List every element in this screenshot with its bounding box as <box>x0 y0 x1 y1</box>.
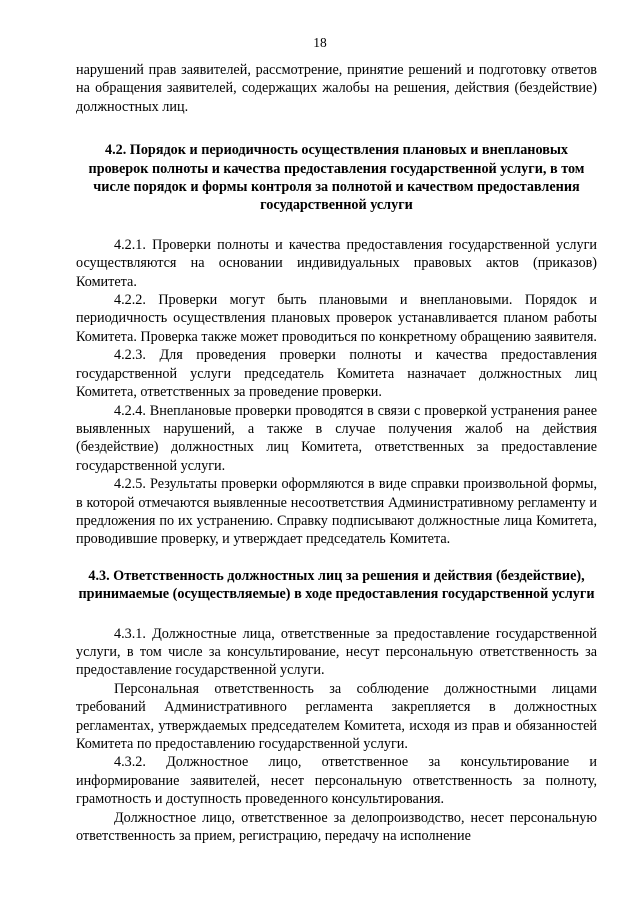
paragraph-4-2-2: 4.2.2. Проверки могут быть плановыми и внеплановыми. Порядок и периодичность осуществления плановых проверок устанавливается планом работы Комитета. Проверка также может проводиться по конкретному обращению заявителя. <box>76 292 597 345</box>
section-4-3-heading: 4.3. Ответственность должностных лиц за решения и действия (бездействие), принимаемые (осуществляемые) в ходе предоставления государственной услуги <box>78 567 595 603</box>
intro-paragraph: нарушений прав заявителей, рассмотрение, принятие решений и подготовку ответов на обращения заявителей, содержащих жалобы на решения, действия (бездействие) должностных лиц. <box>76 62 597 115</box>
paragraph-records-officer: Должностное лицо, ответственное за делопроизводство, несет персональную ответственность за прием, регистрацию, передачу на исполнение <box>76 809 597 845</box>
paragraph-4-3-2: 4.3.2. Должностное лицо, ответственное за консультирование и информирование заявителей, несет персональную ответственность за полноту, грамотность и доступность проведенного консультирования. <box>76 754 597 808</box>
document-body <box>76 61 597 845</box>
section-4-2-heading: 4.2. Порядок и периодичность осуществления плановых и внеплановых проверок полноты и качества предоставления государственной услуги, в том числе порядок и формы контроля за полнотой и качеством предоставления государственной услуги <box>88 142 585 214</box>
paragraph-4-2-4: 4.2.4. Внеплановые проверки проводятся в связи с проверкой устранения ранее выявленных нарушений, а также в случае получения жалоб на действия (бездействие) должностных лиц Комитета, ответственных за предоставление государственной услуги. <box>76 402 597 474</box>
paragraph-4-3-1: 4.3.1. Должностные лица, ответственные за предоставление государственной услуги, в том числе за консультирование, несут персональную ответственность за предоставление государственной услуги. <box>76 625 597 679</box>
paragraph-4-2-3: 4.2.3. Для проведения проверки полноты и качества предоставления государственной услуги председатель Комитета назначает должностных лиц Комитета, ответственных за проведение проверки. <box>76 347 597 401</box>
paragraph-personal-responsibility: Персональная ответственность за соблюдение должностными лицами требований Административного регламента закрепляется в должностных регламентах, утверждаемых председателем Комитета, исходя из прав и обязанностей Комитета по предоставлению государственной услуги. <box>76 680 597 752</box>
paragraph-4-2-1: 4.2.1. Проверки полноты и качества предоставления государственной услуги осуществляются на основании индивидуальных правовых актов (приказов) Комитета. <box>76 236 597 290</box>
paragraph-4-2-5: 4.2.5. Результаты проверки оформляются в виде справки произвольной формы, в которой отмечаются выявленные несоответствия Административному регламенту и предложения по их устранению. Справку подписывают должностные лица Комитета, проводившие проверку, и утверждает председатель Комитета. <box>76 476 597 548</box>
page-number: 18 <box>313 35 327 50</box>
